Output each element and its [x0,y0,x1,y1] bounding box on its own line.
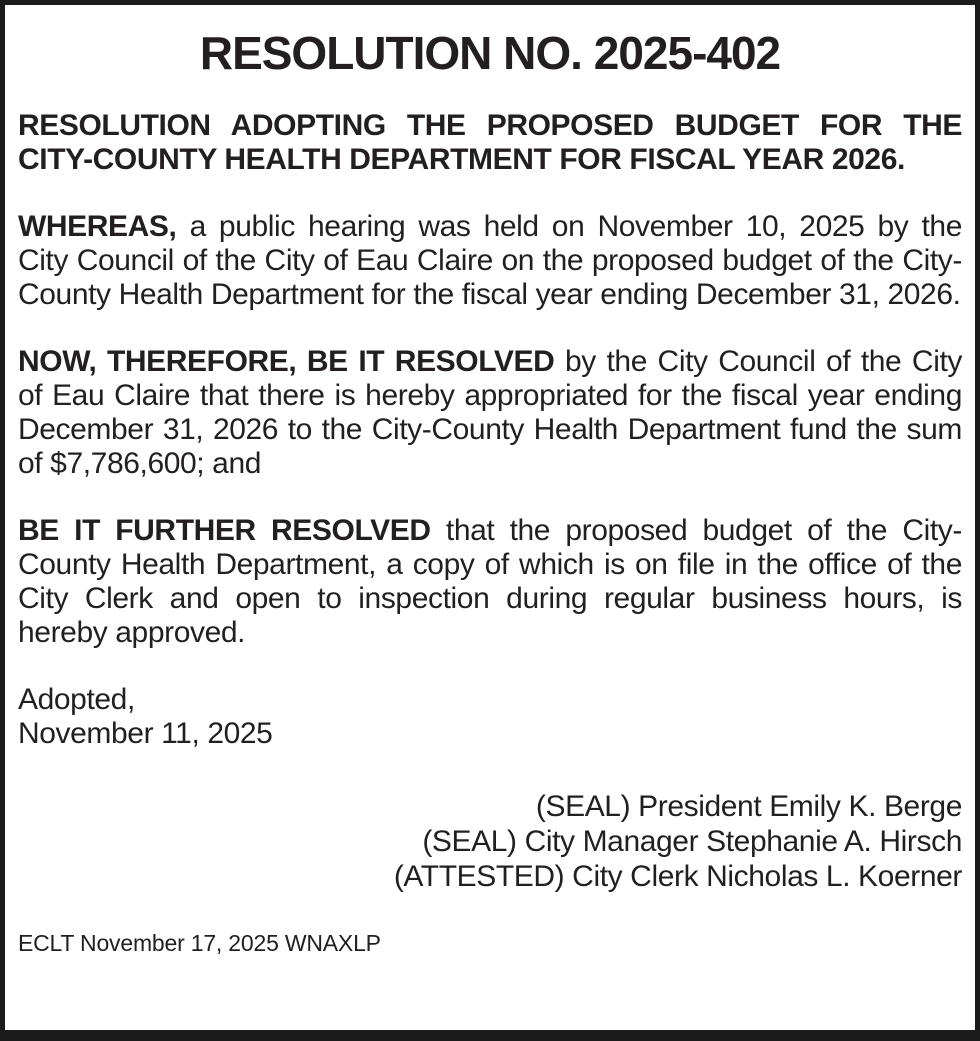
resolved-body: by the City Council of the City of Eau Claire that there is hereby appropriated for the fiscal year ending December 31, 2026 to the City-County Health Department fund the sum of $7,786,600; and [18,345,962,480]
adoption-block [18,683,962,751]
resolution-title: RESOLUTION NO. 2025-402 [199,27,781,79]
signature-line-president: (SEAL) President Emily K. Berge [535,790,962,823]
adopted-label: Adopted, [18,683,135,716]
publication-footer: ECLT November 17, 2025 WNAXLP [18,930,381,956]
signature-block [18,789,962,894]
whereas-body: a public hearing was held on November 10, 2025 by the City Council of the City of Eau Claire on the proposed budget of the City-County Health Department for the fiscal year ending December 31, 2026. [18,210,962,311]
further-resolved-body: that the proposed budget of the City-County Health Department, a copy of which is on file in the office of the City Clerk and open to inspection during regular business hours, is hereby approved. [18,514,962,649]
further-resolved-paragraph [18,514,962,650]
whereas-lead: WHEREAS, [18,210,177,243]
resolved-lead: NOW, THEREFORE, BE IT RESOLVED [18,345,555,378]
resolution-subject-text: RESOLUTION ADOPTING THE PROPOSED BUDGET FOR THE CITY-COUNTY HEALTH DEPARTMENT FOR FISCAL YEAR 2026. [18,109,962,176]
resolution-subject-paragraph [18,109,962,177]
resolved-paragraph [18,345,962,481]
whereas-paragraph [18,210,962,312]
signature-line-city-manager: (SEAL) City Manager Stephanie A. Hirsch [422,825,962,858]
further-resolved-lead: BE IT FURTHER RESOLVED [18,514,431,547]
adopted-date: November 11, 2025 [18,717,273,750]
signature-line-city-clerk: (ATTESTED) City Clerk Nicholas L. Koerner [393,860,962,893]
